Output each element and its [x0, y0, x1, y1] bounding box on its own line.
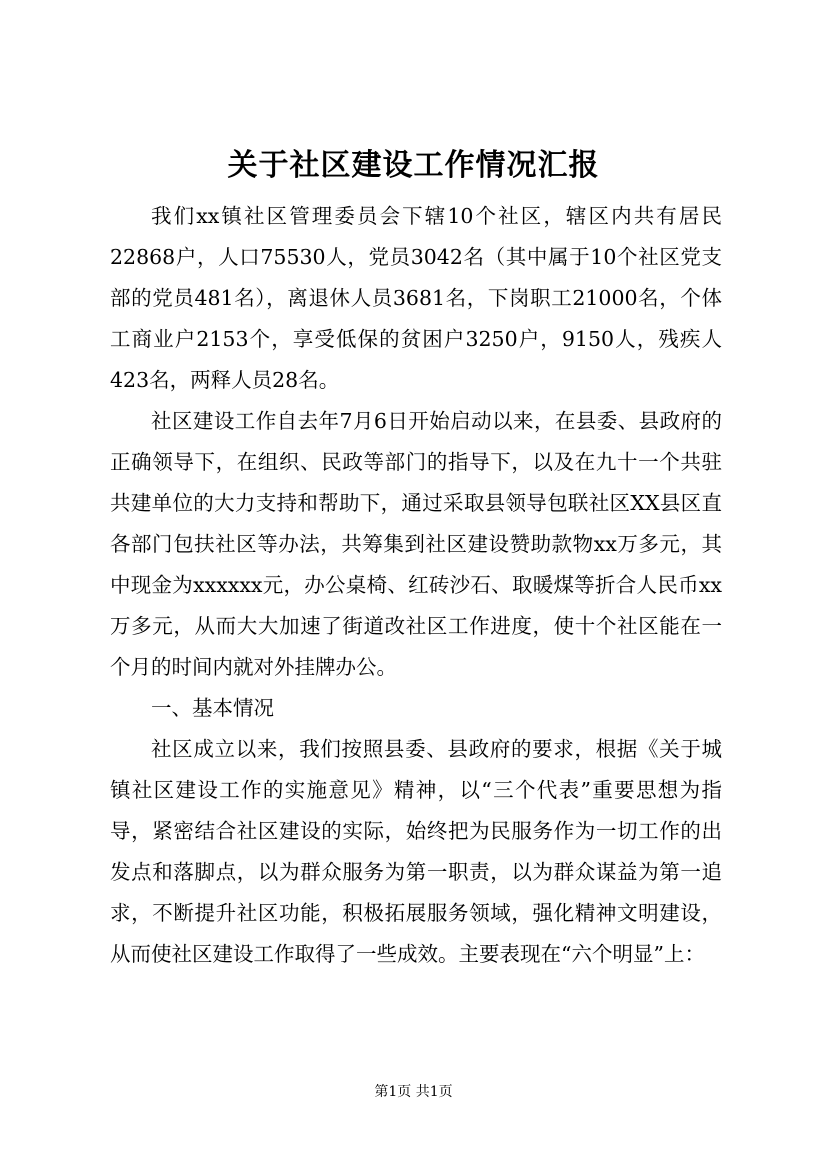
paragraph-launch: 社区建设工作自去年7月6日开始启动以来，在县委、县政府的正确领导下，在组织、民政等部门的指导下，以及在九十一个共驻共建单位的大力支持和帮助下，通过采取县领导包联社区XX县区直各部门包扶社区等办法，共筹集到社区建设赞助款物xx万多元，其中现金为xxxxxx元，办公桌椅、红砖沙石、取暖煤等折合人民币xx万多元，从而大大加速了街道改社区工作进度，使十个社区能在一个月的时间内就对外挂牌办公。	[110, 409, 722, 679]
document-body	[110, 196, 722, 975]
paragraph-basic-situation: 社区成立以来，我们按照县委、县政府的要求，根据《关于城镇社区建设工作的实施意见》精神，以“三个代表”重要思想为指导，紧密结合社区建设的实际，始终把为民服务作为一切工作的出发点和落脚点，以为群众服务为第一职责，以为群众谋益为第一追求，不断提升社区功能，积极拓展服务领域，强化精神文明建设，从而使社区建设工作取得了一些成效。主要表现在“六个明显”上：	[110, 737, 722, 966]
document-title: 关于社区建设工作情况汇报	[227, 148, 600, 183]
section-heading: 一、基本情况	[151, 696, 274, 720]
paragraph-overview: 我们xx镇社区管理委员会下辖10个社区，辖区内共有居民22868户，人口75530人，党员3042名（其中属于10个社区党支部的党员481名），离退休人员3681名，下岗职工21000名，个体工商业户2153个，享受低保的贫困户3250户，9150人，残疾人423名，两释人员28名。	[110, 204, 722, 392]
page-footer: 第1页 共1页	[374, 1084, 453, 1100]
